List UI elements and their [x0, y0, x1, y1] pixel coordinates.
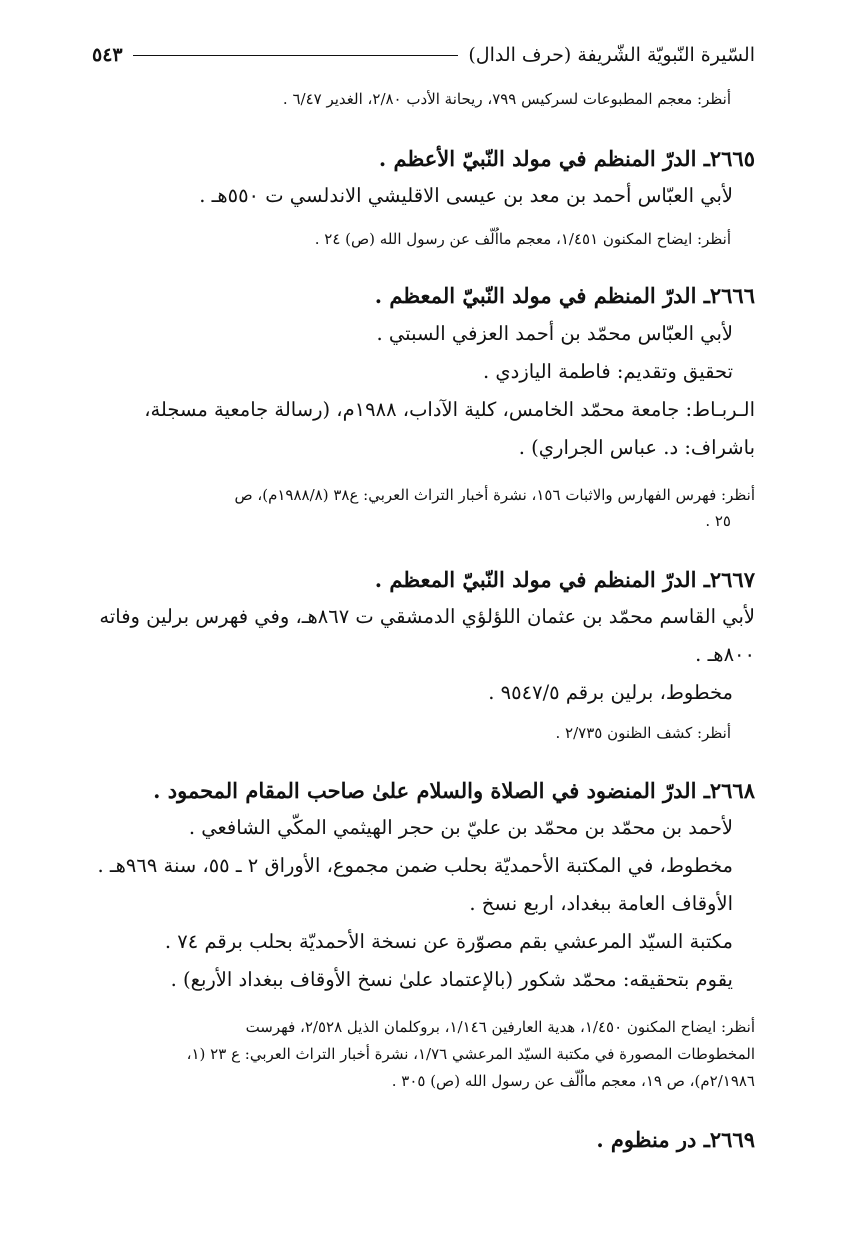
entry-author-cont: ٨٠٠هـ . [695, 643, 755, 666]
header-rule [133, 55, 459, 56]
entry-author: لأبي العبّاس أحمد بن معد بن عيسى الاقليشي الاندلسي ت ٥٥٠هـ . [199, 184, 733, 207]
header-title: السّيرة النّبويّة الشّريفة (حرف الدال) [468, 44, 755, 66]
reference-line-cont: ٢/١٩٨٦م)، ص ١٩، معجم مااُلّف عن رسول الله (ص) ٣٠٥ . [391, 1072, 755, 1090]
entry-author: لأحمد بن محمّد بن محمّد بن عليّ بن حجر الهيثمي المكّي الشافعي . [188, 816, 733, 839]
entry-manuscript: مخطوط، برلين برقم ٩٥٤٧/٥ . [488, 681, 733, 704]
reference-line-cont: ٢٥ . [705, 512, 731, 530]
reference-line-cont: المخطوطات المصورة في مكتبة السيّد المرعشي ١/٧٦، نشرة أخبار التراث العربي: ع ٢٣ (١، [186, 1045, 755, 1063]
entry-heading-2666: ٢٦٦٦ـ الدرّ المنظم في مولد النّبيّ المعظم . [374, 283, 755, 308]
entry-publication-cont: باشراف: د. عباس الجراري) . [518, 436, 755, 459]
entry-manuscript: الأوقاف العامة ببغداد، اربع نسخ . [469, 892, 733, 915]
page-number: ٥٤٣ [92, 44, 123, 66]
running-header [92, 38, 755, 72]
reference-line: أنظر: معجم المطبوعات لسركيس ٧٩٩، ريحانة الأدب ٢/٨٠، الغدير ٦/٤٧ . [282, 90, 731, 108]
entry-heading-2669: ٢٦٦٩ـ در منظوم . [596, 1127, 755, 1152]
entry-publication: الـربـاط: جامعة محمّد الخامس، كلية الآداب، ١٩٨٨م، (رسالة جامعية مسجلة، [144, 398, 755, 421]
reference-line: أنظر: كشف الظنون ٢/٧٣٥ . [555, 724, 731, 742]
reference-line: أنظر: ايضاح المكنون ١/٤٥٠، هدية العارفين ١/١٤٦، بروكلمان الذيل ٢/٥٢٨، فهرست [245, 1018, 755, 1036]
entry-heading-2668: ٢٦٦٨ـ الدرّ المنضود في الصلاة والسلام علىٰ صاحب المقام المحمود . [153, 778, 755, 803]
entry-heading-2665: ٢٦٦٥ـ الدرّ المنظم في مولد النّبيّ الأعظم . [378, 146, 755, 171]
entry-author: لأبي القاسم محمّد بن عثمان اللؤلؤي الدمشقي ت ٨٦٧هـ، وفي فهرس برلين وفاته [99, 605, 755, 628]
reference-line: أنظر: فهرس الفهارس والاثبات ١٥٦، نشرة أخبار التراث العربي: ع٣٨ (١٩٨٨/٨م)، ص [234, 486, 755, 504]
entry-edition: يقوم بتحقيقه: محمّد شكور (بالإعتماد علىٰ نسخ الأوقاف ببغداد الأربع) . [170, 968, 733, 991]
entry-manuscript: مكتبة السيّد المرعشي بقم مصوّرة عن نسخة الأحمديّة بحلب برقم ٧٤ . [164, 930, 733, 953]
entry-edition: تحقيق وتقديم: فاطمة اليازدي . [483, 360, 733, 383]
entry-heading-2667: ٢٦٦٧ـ الدرّ المنظم في مولد النّبيّ المعظم . [374, 567, 755, 592]
reference-line: أنظر: ايضاح المكنون ١/٤٥١، معجم مااُلّف عن رسول الله (ص) ٢٤ . [314, 230, 731, 248]
entry-author: لأبي العبّاس محمّد بن أحمد العزفي السبتي . [376, 322, 733, 345]
entry-manuscript: مخطوط، في المكتبة الأحمديّة بحلب ضمن مجموع، الأوراق ٢ ـ ٥٥، سنة ٩٦٩هـ . [97, 854, 733, 877]
